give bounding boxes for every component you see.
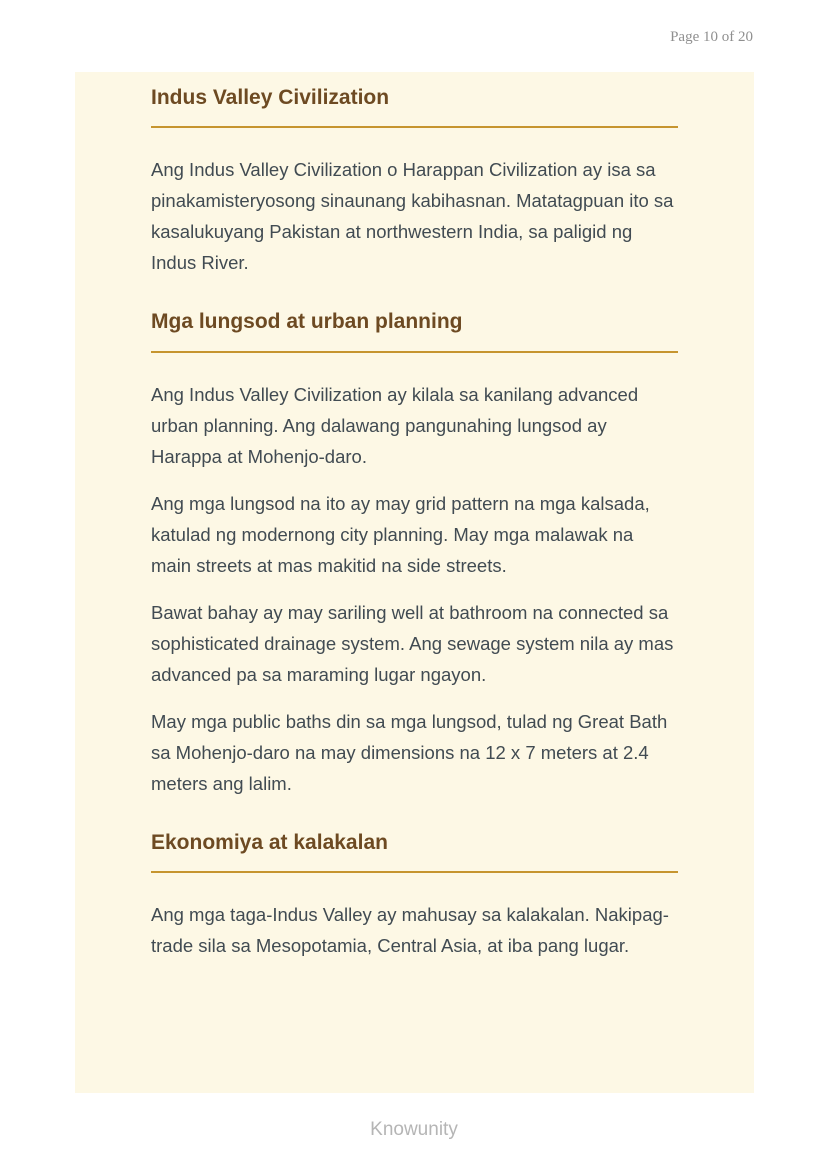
paragraph: Bawat bahay ay may sariling well at bathroom na connected sa sophisticated drainage system. Ang sewage system nila ay mas advanced pa sa maraming lugar ngayon. [151, 601, 674, 685]
section-indus-valley-civilization [151, 84, 678, 278]
paragraph: Ang Indus Valley Civilization o Harappan Civilization ay isa sa pinakamisteryosong sinaunang kabihasnan. Matatagpuan ito sa kasalukuyang Pakistan at northwestern India, sa paligid ng Indus River. [151, 159, 674, 274]
section-mga-lungsod-at-urban-planning [151, 308, 678, 798]
section-heading: Mga lungsod at urban planning [151, 308, 678, 352]
paragraph: Ang mga lungsod na ito ay may grid pattern na mga kalsada, katulad ng modernong city planning. May mga malawak na main streets at mas makitid na side streets. [151, 492, 650, 576]
paragraph: Ang Indus Valley Civilization ay kilala sa kanilang advanced urban planning. Ang dalawang pangunahing lungsod ay Harappa at Mohenjo-daro. [151, 383, 639, 467]
content-card [75, 72, 754, 1093]
page-number-indicator: Page 10 of 20 [670, 29, 753, 45]
section-ekonomiya-at-kalakalan [151, 829, 678, 961]
footer-brand: Knowunity [370, 1119, 458, 1140]
paragraph: May mga public baths din sa mga lungsod, tulad ng Great Bath sa Mohenjo-daro na may dimensions na 12 x 7 meters at 2.4 meters ang lalim. [151, 710, 668, 794]
section-heading: Indus Valley Civilization [151, 84, 678, 128]
section-heading: Ekonomiya at kalakalan [151, 829, 678, 873]
paragraph: Ang mga taga-Indus Valley ay mahusay sa kalakalan. Nakipag-trade sila sa Mesopotamia, Central Asia, at iba pang lugar. [151, 904, 669, 957]
